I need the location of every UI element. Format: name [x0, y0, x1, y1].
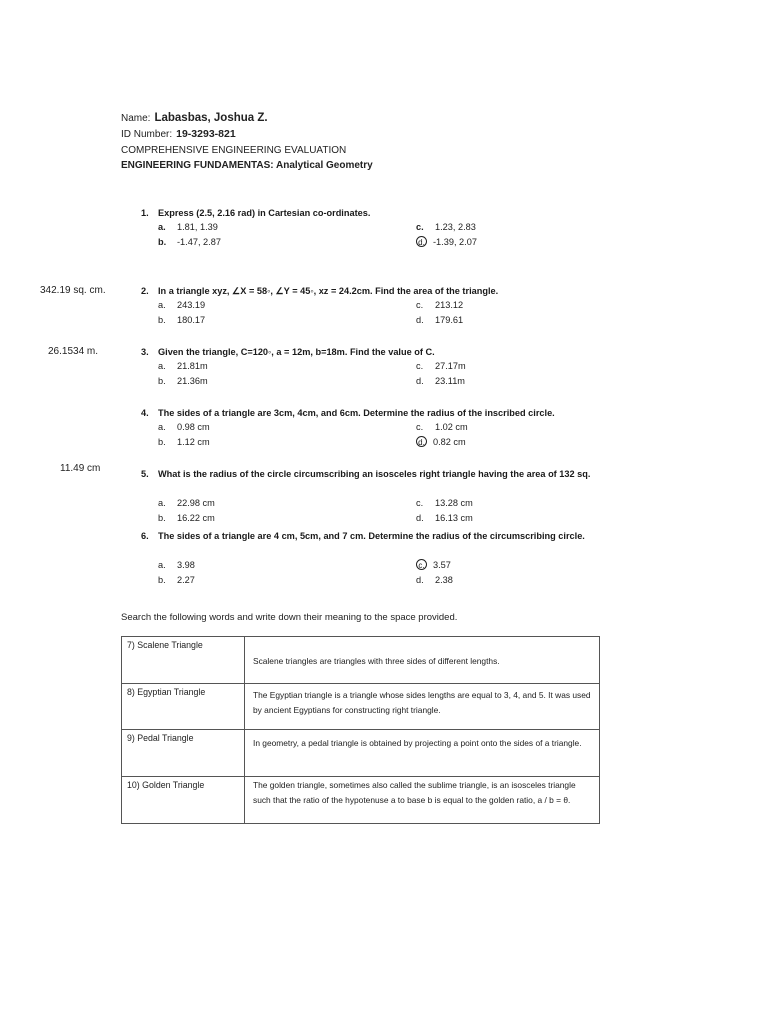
option-text: 243.19	[177, 300, 206, 310]
option-a	[158, 221, 218, 233]
term-cell: 9) Pedal Triangle	[122, 730, 245, 777]
option-text: 22.98 cm	[177, 498, 215, 508]
option-letter: b.	[158, 437, 166, 447]
question-number: 5.	[141, 469, 149, 479]
option-letter: d.	[416, 575, 424, 585]
question-text: What is the radius of the circle circumscribing an isosceles right triangle having the area of 132 sq.	[158, 469, 591, 479]
option-text: 1.12 cm	[177, 437, 210, 447]
option-text: 180.17	[177, 315, 206, 325]
question-number: 2.	[141, 286, 149, 296]
option-letter: d.	[416, 513, 424, 523]
name-value: Labasbas, Joshua Z.	[154, 112, 268, 124]
definition-cell: The golden triangle, sometimes also called the sublime triangle, is an isosceles triangle such that the ratio of the hypotenuse a to base b is equal to the golden ratio, a / b = θ.	[245, 777, 600, 824]
question-text: In a triangle xyz, ∠X = 58◦, ∠Y = 45◦, xz = 24.2cm. Find the area of the triangle.	[158, 286, 499, 296]
option-letter: b.	[158, 376, 166, 386]
option-d	[416, 574, 453, 586]
definitions-intro: Search the following words and write down their meaning to the space provided.	[121, 612, 458, 623]
name-line	[121, 112, 268, 124]
option-letter: b.	[158, 575, 166, 585]
option-letter: c.	[416, 422, 424, 432]
option-d	[416, 375, 465, 387]
option-letter: c.	[416, 300, 424, 310]
question-4	[141, 406, 601, 420]
option-letter: c.	[416, 222, 424, 232]
option-c	[416, 559, 451, 571]
option-text: 0.98 cm	[177, 422, 210, 432]
option-letter: c.	[416, 361, 424, 371]
table-row	[122, 777, 600, 824]
option-letter: a.	[158, 300, 166, 310]
exam-title: COMPREHENSIVE ENGINEERING EVALUATION	[121, 145, 347, 156]
option-text: 3.57	[433, 560, 451, 570]
option-letter: d.	[416, 376, 424, 386]
option-text: 21.36m	[177, 376, 208, 386]
option-text: 16.22 cm	[177, 513, 215, 523]
option-letter: b.	[158, 315, 166, 325]
option-letter: b.	[158, 237, 167, 247]
selected-answer-circle: c.	[416, 559, 427, 570]
option-d	[416, 314, 463, 326]
option-letter: a.	[158, 498, 166, 508]
option-d	[416, 236, 477, 248]
option-a	[158, 559, 195, 571]
option-text: 1.81, 1.39	[177, 222, 218, 232]
option-text: 13.28 cm	[435, 498, 473, 508]
option-b	[158, 375, 208, 387]
term-cell: 8) Egyptian Triangle	[122, 684, 245, 730]
question-number: 3.	[141, 347, 149, 357]
id-line	[121, 128, 236, 140]
option-text: 21.81m	[177, 361, 208, 371]
option-d	[416, 512, 473, 524]
option-letter: b.	[158, 513, 166, 523]
option-text: 179.61	[435, 315, 464, 325]
option-letter: d.	[416, 315, 424, 325]
option-c	[416, 421, 468, 433]
option-b	[158, 512, 215, 524]
question-1	[141, 206, 601, 220]
option-text: 2.38	[435, 575, 453, 585]
option-letter: a.	[158, 422, 166, 432]
option-text: 27.17m	[435, 361, 466, 371]
option-a	[158, 299, 205, 311]
selected-answer-circle: d.	[416, 236, 427, 247]
option-letter: a.	[158, 222, 166, 232]
term-cell: 10) Golden Triangle	[122, 777, 245, 824]
option-b	[158, 436, 210, 448]
option-letter: a.	[158, 361, 166, 371]
option-text: -1.47, 2.87	[177, 237, 221, 247]
option-c	[416, 299, 463, 311]
option-d	[416, 436, 466, 448]
question-2	[141, 284, 601, 298]
option-b	[158, 236, 221, 248]
option-letter: a.	[158, 560, 166, 570]
question-number: 6.	[141, 531, 149, 541]
definition-cell: In geometry, a pedal triangle is obtained by projecting a point onto the sides of a triangle.	[245, 730, 600, 777]
option-c	[416, 360, 466, 372]
selected-answer-circle: d.	[416, 436, 427, 447]
option-text: 0.82 cm	[433, 437, 466, 447]
question-number: 4.	[141, 408, 149, 418]
name-label: Name:	[121, 113, 151, 124]
subject-title: ENGINEERING FUNDAMENTAS: Analytical Geometry	[121, 160, 373, 171]
question-text: The sides of a triangle are 3cm, 4cm, and 6cm. Determine the radius of the inscribed circle.	[158, 408, 555, 418]
id-value: 19-3293-821	[176, 128, 236, 140]
option-c	[416, 221, 476, 233]
option-text: 1.02 cm	[435, 422, 468, 432]
option-text: -1.39, 2.07	[433, 237, 477, 247]
question-text: Express (2.5, 2.16 rad) in Cartesian co-ordinates.	[158, 208, 371, 218]
table-row	[122, 637, 600, 684]
option-a	[158, 497, 215, 509]
definitions-table	[121, 636, 600, 824]
id-label: ID Number:	[121, 129, 173, 140]
question-5	[141, 467, 601, 481]
option-letter: c.	[416, 498, 424, 508]
term-cell: 7) Scalene Triangle	[122, 637, 245, 684]
option-text: 213.12	[435, 300, 464, 310]
definition-cell: The Egyptian triangle is a triangle whose sides lengths are equal to 3, 4, and 5. It was used by ancient Egyptians for constructing right triangle.	[245, 684, 600, 730]
handwritten-answer: 342.19 sq. cm.	[40, 285, 106, 296]
question-6	[141, 529, 601, 543]
option-a	[158, 360, 208, 372]
option-b	[158, 314, 205, 326]
option-a	[158, 421, 210, 433]
table-row	[122, 684, 600, 730]
handwritten-answer: 26.1534 m.	[48, 346, 99, 357]
handwritten-answer: 11.49 cm	[60, 463, 101, 474]
option-text: 16.13 cm	[435, 513, 473, 523]
option-text: 23.11m	[435, 376, 465, 386]
question-3	[141, 345, 601, 359]
definition-cell: Scalene triangles are triangles with three sides of different lengths.	[245, 637, 600, 684]
question-number: 1.	[141, 208, 149, 218]
option-c	[416, 497, 473, 509]
option-text: 2.27	[177, 575, 195, 585]
option-text: 1.23, 2.83	[435, 222, 476, 232]
question-text: Given the triangle, C=120◦, a = 12m, b=18m. Find the value of C.	[158, 347, 435, 357]
option-b	[158, 574, 195, 586]
table-row	[122, 730, 600, 777]
option-text: 3.98	[177, 560, 195, 570]
question-text: The sides of a triangle are 4 cm, 5cm, and 7 cm. Determine the radius of the circumscribing circle.	[158, 531, 585, 541]
